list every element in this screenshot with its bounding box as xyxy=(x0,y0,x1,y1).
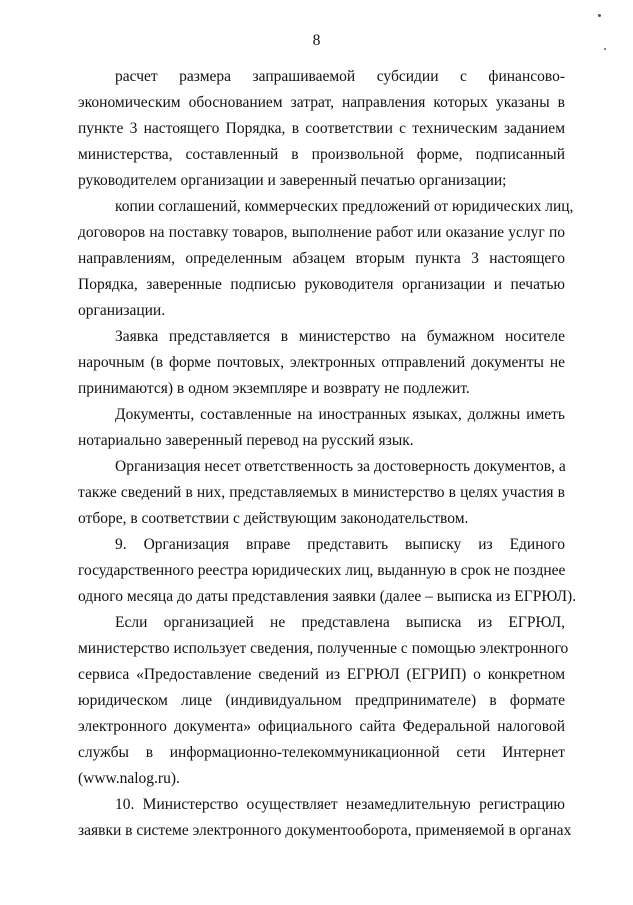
text-line: Заявка представляется в министерство на бумажном носителе xyxy=(115,328,565,345)
text-line: службы в информационно-телекоммуникационной сети Интернет xyxy=(78,744,565,761)
text-line: юридическом лице (индивидуальном предпринимателе) в формате xyxy=(78,692,565,709)
text-line: нотариально заверенный перевод на русский язык. xyxy=(78,432,414,449)
paragraph xyxy=(78,402,565,454)
text-line: Документы, составленные на иностранных языках, должны иметь xyxy=(115,406,565,423)
paragraph xyxy=(78,610,569,792)
text-line: сервиса «Предоставление сведений из ЕГРЮЛ (ЕГРИП) о конкретном xyxy=(78,666,565,683)
text-line: Организация несет ответственность за достоверность документов, а xyxy=(115,458,566,475)
text-line: одного месяца до даты представления заявки (далее – выписка из ЕГРЮЛ). xyxy=(78,588,577,605)
text-line: копии соглашений, коммерческих предложений от юридических лиц, xyxy=(115,198,574,215)
paragraph xyxy=(78,532,577,610)
paragraph xyxy=(78,194,574,324)
text-line: направлениям, определенным абзацем вторым пункта 3 настоящего xyxy=(78,250,565,267)
text-line: отборе, в соответствии с действующим законодательством. xyxy=(78,510,469,527)
text-line: организации. xyxy=(78,302,166,319)
paragraph xyxy=(78,454,565,532)
text-line: нарочным (в форме почтовых, электронных отправлений документы не xyxy=(78,354,565,371)
text-line: электронного документа» официального сайта Федеральной налоговой xyxy=(78,718,565,735)
scan-speck xyxy=(604,48,606,50)
text-line: пункте 3 настоящего Порядка, в соответствии с техническим заданием xyxy=(78,120,565,137)
document-body xyxy=(78,64,577,844)
page-number: 8 xyxy=(312,32,321,49)
text-line: министерство использует сведения, полученные с помощью электронного xyxy=(78,640,569,657)
text-line: принимаются) в одном экземпляре и возврату не подлежит. xyxy=(78,380,470,397)
text-line: 10. Министерство осуществляет незамедлительную регистрацию xyxy=(115,796,565,813)
text-line: заявки в системе электронного документооборота, применяемой в органах xyxy=(78,822,572,839)
paragraph xyxy=(78,792,572,844)
text-line: Порядка, заверенные подписью руководителя организации и печатью xyxy=(78,276,565,293)
scan-speck xyxy=(598,14,601,17)
text-line: также сведений в них, представляемых в министерство в целях участия в xyxy=(78,484,565,501)
text-line: расчет размера запрашиваемой субсидии с финансово- xyxy=(115,68,565,85)
text-line: министерства, составленный в произвольной форме, подписанный xyxy=(78,146,565,163)
paragraph xyxy=(78,324,565,402)
paragraph xyxy=(78,64,565,194)
text-line: руководителем организации и заверенный печатью организации; xyxy=(78,172,507,189)
text-line: договоров на поставку товаров, выполнение работ или оказание услуг по xyxy=(78,224,565,241)
text-line: Если организацией не представлена выписка из ЕГРЮЛ, xyxy=(115,614,565,631)
text-line: экономическим обоснованием затрат, направления которых указаны в xyxy=(78,94,565,111)
text-line: (www.nalog.ru). xyxy=(78,770,180,787)
text-line: 9. Организация вправе представить выписку из Единого xyxy=(115,536,565,553)
text-line: государственного реестра юридических лиц, выданную в срок не позднее xyxy=(78,562,566,579)
